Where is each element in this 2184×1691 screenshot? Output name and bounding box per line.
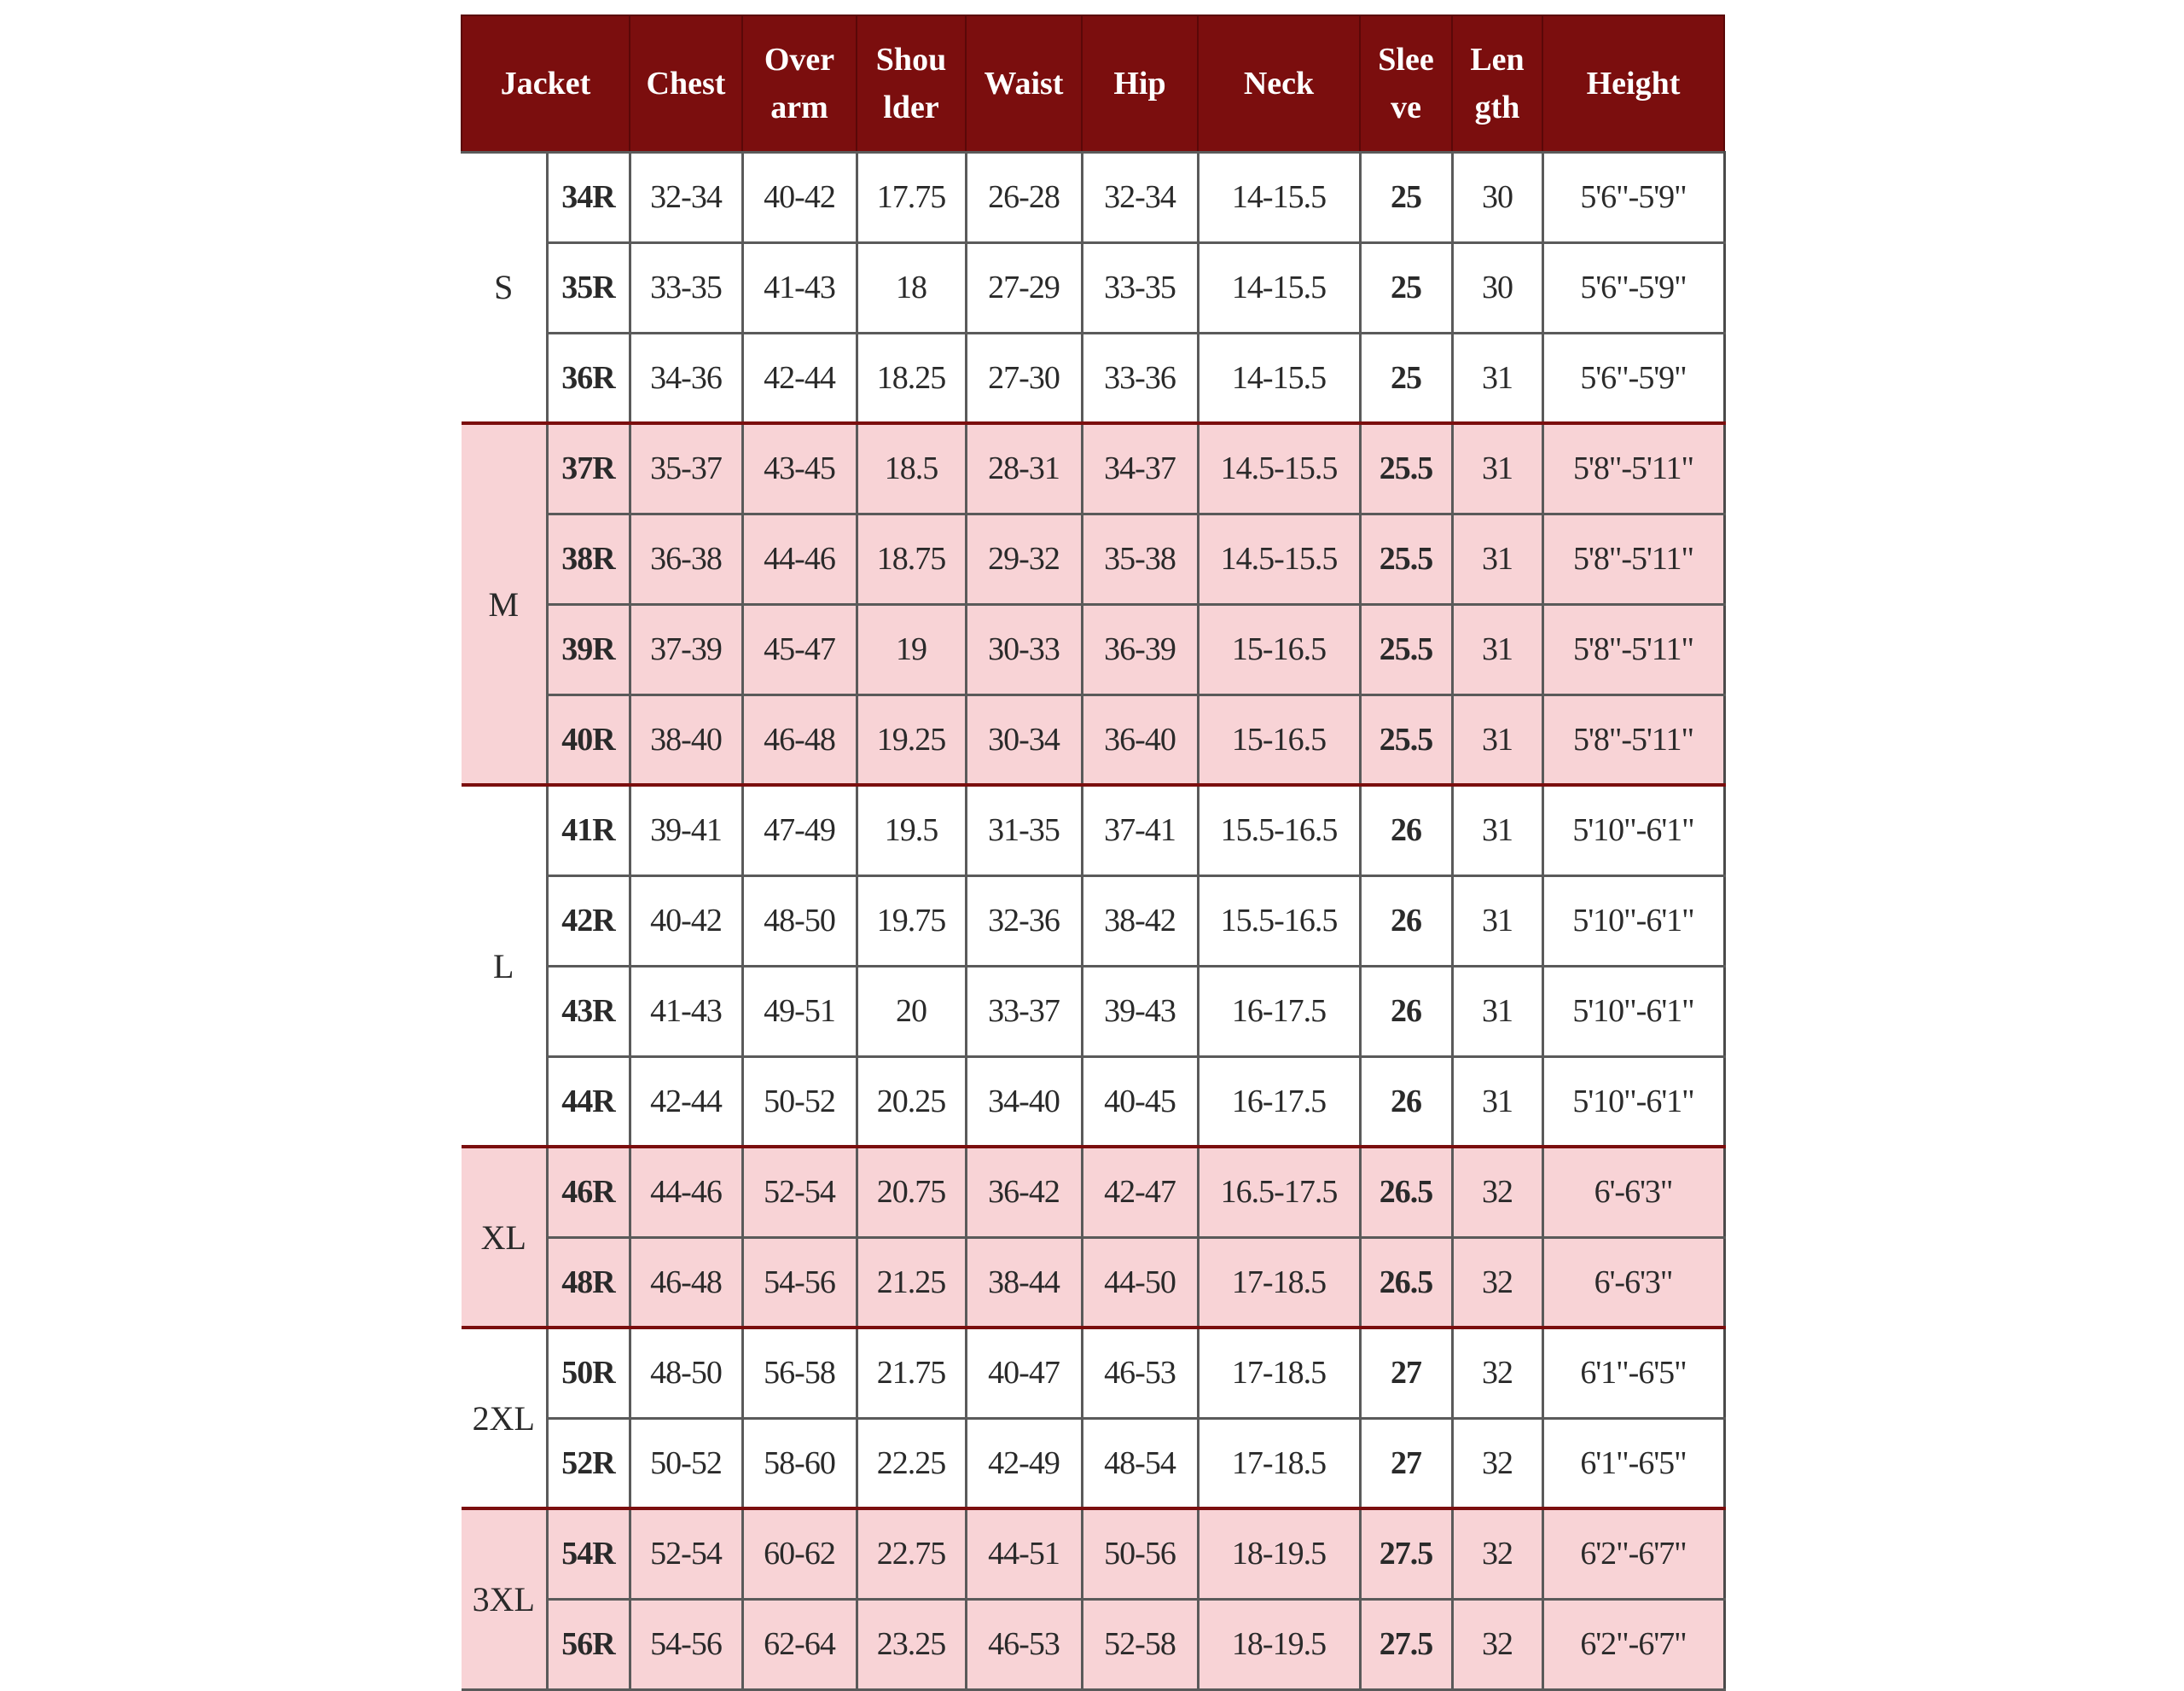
cell-chest: 40-42 <box>630 875 742 966</box>
cell-code: 46R <box>547 1147 630 1237</box>
cell-neck: 14-15.5 <box>1198 152 1360 242</box>
cell-waist: 32-36 <box>966 875 1082 966</box>
header-row <box>462 15 1724 152</box>
cell-code: 40R <box>547 694 630 785</box>
cell-over-arm: 56-58 <box>742 1328 857 1418</box>
cell-hip: 32-34 <box>1082 152 1198 242</box>
cell-hip: 52-58 <box>1082 1599 1198 1689</box>
cell-shoulder: 22.75 <box>857 1508 966 1599</box>
header-label: lder <box>883 89 939 125</box>
cell-neck: 14-15.5 <box>1198 242 1360 333</box>
table-row <box>462 785 1724 875</box>
cell-sleeve: 26.5 <box>1360 1237 1452 1328</box>
cell-neck: 15-16.5 <box>1198 604 1360 694</box>
cell-height: 6'1"-6'5" <box>1542 1418 1724 1508</box>
table-row <box>462 1147 1724 1237</box>
cell-chest: 39-41 <box>630 785 742 875</box>
cell-height: 6'1"-6'5" <box>1542 1328 1724 1418</box>
cell-length: 32 <box>1452 1599 1542 1689</box>
cell-over-arm: 58-60 <box>742 1418 857 1508</box>
header-label: Shou <box>875 41 947 78</box>
table-row <box>462 875 1724 966</box>
header-height <box>1542 15 1724 152</box>
cell-over-arm: 48-50 <box>742 875 857 966</box>
cell-neck: 17-18.5 <box>1198 1328 1360 1418</box>
cell-over-arm: 42-44 <box>742 333 857 423</box>
table-row <box>462 1237 1724 1328</box>
cell-shoulder: 21.25 <box>857 1237 966 1328</box>
cell-height: 5'10"-6'1" <box>1542 966 1724 1056</box>
cell-length: 32 <box>1452 1237 1542 1328</box>
cell-sleeve: 25.5 <box>1360 423 1452 514</box>
cell-waist: 29-32 <box>966 514 1082 604</box>
table-row <box>462 1328 1724 1418</box>
cell-shoulder: 18.75 <box>857 514 966 604</box>
cell-waist: 46-53 <box>966 1599 1082 1689</box>
cell-sleeve: 25 <box>1360 242 1452 333</box>
cell-chest: 54-56 <box>630 1599 742 1689</box>
cell-length: 30 <box>1452 242 1542 333</box>
cell-waist: 33-37 <box>966 966 1082 1056</box>
cell-sleeve: 25 <box>1360 333 1452 423</box>
header-label: Neck <box>1243 65 1315 102</box>
cell-neck: 15.5-16.5 <box>1198 875 1360 966</box>
cell-over-arm: 43-45 <box>742 423 857 514</box>
cell-height: 6'-6'3" <box>1542 1147 1724 1237</box>
cell-waist: 27-29 <box>966 242 1082 333</box>
table-row <box>462 1056 1724 1147</box>
size-group-label: L <box>462 785 547 1147</box>
cell-over-arm: 49-51 <box>742 966 857 1056</box>
cell-code: 50R <box>547 1328 630 1418</box>
size-group-label: XL <box>462 1147 547 1328</box>
cell-sleeve: 27.5 <box>1360 1599 1452 1689</box>
cell-sleeve: 26 <box>1360 966 1452 1056</box>
table-row <box>462 1508 1724 1599</box>
cell-chest: 37-39 <box>630 604 742 694</box>
table-body <box>462 152 1724 1689</box>
cell-shoulder: 22.25 <box>857 1418 966 1508</box>
size-chart-table <box>461 15 1726 1691</box>
cell-hip: 42-47 <box>1082 1147 1198 1237</box>
cell-height: 5'10"-6'1" <box>1542 785 1724 875</box>
cell-length: 31 <box>1452 333 1542 423</box>
header-label: Chest <box>646 65 726 102</box>
cell-neck: 16-17.5 <box>1198 1056 1360 1147</box>
cell-over-arm: 52-54 <box>742 1147 857 1237</box>
cell-code: 38R <box>547 514 630 604</box>
cell-height: 5'6"-5'9" <box>1542 152 1724 242</box>
cell-hip: 39-43 <box>1082 966 1198 1056</box>
table-row <box>462 966 1724 1056</box>
cell-length: 31 <box>1452 423 1542 514</box>
cell-height: 5'10"-6'1" <box>1542 1056 1724 1147</box>
cell-length: 32 <box>1452 1418 1542 1508</box>
header-over-arm <box>742 15 857 152</box>
cell-length: 31 <box>1452 514 1542 604</box>
cell-neck: 16.5-17.5 <box>1198 1147 1360 1237</box>
cell-height: 6'2"-6'7" <box>1542 1599 1724 1689</box>
cell-sleeve: 25.5 <box>1360 694 1452 785</box>
cell-chest: 34-36 <box>630 333 742 423</box>
cell-sleeve: 26 <box>1360 875 1452 966</box>
header-label: gth <box>1474 89 1520 125</box>
cell-shoulder: 18.5 <box>857 423 966 514</box>
cell-waist: 31-35 <box>966 785 1082 875</box>
cell-shoulder: 18 <box>857 242 966 333</box>
cell-sleeve: 25 <box>1360 152 1452 242</box>
cell-sleeve: 26.5 <box>1360 1147 1452 1237</box>
cell-hip: 37-41 <box>1082 785 1198 875</box>
cell-length: 32 <box>1452 1147 1542 1237</box>
header-hip <box>1082 15 1198 152</box>
cell-neck: 17-18.5 <box>1198 1418 1360 1508</box>
cell-height: 5'10"-6'1" <box>1542 875 1724 966</box>
header-label: Over <box>764 41 835 78</box>
cell-code: 36R <box>547 333 630 423</box>
cell-neck: 18-19.5 <box>1198 1599 1360 1689</box>
header-label: Jacket <box>500 65 591 102</box>
header-label: arm <box>770 89 828 125</box>
cell-code: 34R <box>547 152 630 242</box>
cell-over-arm: 40-42 <box>742 152 857 242</box>
table-row <box>462 514 1724 604</box>
cell-hip: 38-42 <box>1082 875 1198 966</box>
cell-shoulder: 19.25 <box>857 694 966 785</box>
cell-sleeve: 26 <box>1360 1056 1452 1147</box>
cell-chest: 35-37 <box>630 423 742 514</box>
cell-hip: 50-56 <box>1082 1508 1198 1599</box>
cell-length: 31 <box>1452 966 1542 1056</box>
cell-hip: 33-35 <box>1082 242 1198 333</box>
cell-code: 41R <box>547 785 630 875</box>
cell-waist: 28-31 <box>966 423 1082 514</box>
cell-over-arm: 45-47 <box>742 604 857 694</box>
cell-code: 42R <box>547 875 630 966</box>
cell-waist: 34-40 <box>966 1056 1082 1147</box>
header-chest <box>630 15 742 152</box>
cell-sleeve: 25.5 <box>1360 604 1452 694</box>
cell-over-arm: 46-48 <box>742 694 857 785</box>
table-row <box>462 423 1724 514</box>
table-row <box>462 152 1724 242</box>
cell-chest: 32-34 <box>630 152 742 242</box>
cell-shoulder: 17.75 <box>857 152 966 242</box>
cell-over-arm: 62-64 <box>742 1599 857 1689</box>
cell-over-arm: 60-62 <box>742 1508 857 1599</box>
cell-shoulder: 19.75 <box>857 875 966 966</box>
cell-code: 52R <box>547 1418 630 1508</box>
cell-neck: 17-18.5 <box>1198 1237 1360 1328</box>
cell-shoulder: 19.5 <box>857 785 966 875</box>
cell-hip: 40-45 <box>1082 1056 1198 1147</box>
cell-chest: 48-50 <box>630 1328 742 1418</box>
cell-over-arm: 44-46 <box>742 514 857 604</box>
header-label: ve <box>1391 89 1421 125</box>
cell-code: 37R <box>547 423 630 514</box>
cell-code: 39R <box>547 604 630 694</box>
cell-height: 5'8"-5'11" <box>1542 514 1724 604</box>
cell-length: 30 <box>1452 152 1542 242</box>
cell-code: 48R <box>547 1237 630 1328</box>
cell-chest: 42-44 <box>630 1056 742 1147</box>
header-sleeve <box>1360 15 1452 152</box>
cell-code: 35R <box>547 242 630 333</box>
header-label: Len <box>1470 41 1525 78</box>
cell-length: 32 <box>1452 1328 1542 1418</box>
table-row <box>462 242 1724 333</box>
cell-shoulder: 21.75 <box>857 1328 966 1418</box>
table-row <box>462 1599 1724 1689</box>
cell-hip: 36-40 <box>1082 694 1198 785</box>
cell-hip: 35-38 <box>1082 514 1198 604</box>
cell-neck: 18-19.5 <box>1198 1508 1360 1599</box>
cell-height: 5'8"-5'11" <box>1542 604 1724 694</box>
cell-length: 31 <box>1452 1056 1542 1147</box>
cell-shoulder: 19 <box>857 604 966 694</box>
table-header <box>462 15 1724 152</box>
cell-hip: 34-37 <box>1082 423 1198 514</box>
cell-hip: 33-36 <box>1082 333 1198 423</box>
cell-sleeve: 25.5 <box>1360 514 1452 604</box>
cell-length: 32 <box>1452 1508 1542 1599</box>
cell-waist: 40-47 <box>966 1328 1082 1418</box>
cell-height: 6'-6'3" <box>1542 1237 1724 1328</box>
cell-chest: 33-35 <box>630 242 742 333</box>
size-group-label: 2XL <box>462 1328 547 1508</box>
cell-chest: 36-38 <box>630 514 742 604</box>
cell-shoulder: 18.25 <box>857 333 966 423</box>
header-label: Hip <box>1113 65 1166 102</box>
header-shoulder <box>857 15 966 152</box>
cell-neck: 15.5-16.5 <box>1198 785 1360 875</box>
cell-height: 5'6"-5'9" <box>1542 242 1724 333</box>
cell-code: 56R <box>547 1599 630 1689</box>
cell-shoulder: 23.25 <box>857 1599 966 1689</box>
cell-waist: 27-30 <box>966 333 1082 423</box>
size-group-label: 3XL <box>462 1508 547 1689</box>
cell-shoulder: 20 <box>857 966 966 1056</box>
cell-waist: 36-42 <box>966 1147 1082 1237</box>
cell-chest: 44-46 <box>630 1147 742 1237</box>
cell-code: 54R <box>547 1508 630 1599</box>
header-label: Waist <box>984 65 1064 102</box>
size-group-label: M <box>462 423 547 785</box>
cell-neck: 14.5-15.5 <box>1198 514 1360 604</box>
cell-over-arm: 47-49 <box>742 785 857 875</box>
cell-shoulder: 20.75 <box>857 1147 966 1237</box>
cell-waist: 30-33 <box>966 604 1082 694</box>
header-length <box>1452 15 1542 152</box>
cell-length: 31 <box>1452 875 1542 966</box>
cell-height: 5'8"-5'11" <box>1542 423 1724 514</box>
cell-chest: 50-52 <box>630 1418 742 1508</box>
cell-code: 44R <box>547 1056 630 1147</box>
cell-hip: 48-54 <box>1082 1418 1198 1508</box>
cell-chest: 52-54 <box>630 1508 742 1599</box>
cell-chest: 46-48 <box>630 1237 742 1328</box>
header-waist <box>966 15 1082 152</box>
size-group-label: S <box>462 152 547 423</box>
cell-hip: 36-39 <box>1082 604 1198 694</box>
cell-code: 43R <box>547 966 630 1056</box>
cell-hip: 46-53 <box>1082 1328 1198 1418</box>
cell-waist: 44-51 <box>966 1508 1082 1599</box>
cell-sleeve: 27 <box>1360 1328 1452 1418</box>
cell-height: 5'8"-5'11" <box>1542 694 1724 785</box>
cell-waist: 38-44 <box>966 1237 1082 1328</box>
cell-height: 6'2"-6'7" <box>1542 1508 1724 1599</box>
cell-waist: 42-49 <box>966 1418 1082 1508</box>
cell-chest: 38-40 <box>630 694 742 785</box>
table-row <box>462 694 1724 785</box>
table-row <box>462 604 1724 694</box>
cell-height: 5'6"-5'9" <box>1542 333 1724 423</box>
table-row <box>462 1418 1724 1508</box>
cell-sleeve: 27 <box>1360 1418 1452 1508</box>
header-label: Height <box>1586 65 1681 102</box>
cell-neck: 15-16.5 <box>1198 694 1360 785</box>
cell-sleeve: 26 <box>1360 785 1452 875</box>
cell-waist: 30-34 <box>966 694 1082 785</box>
cell-neck: 16-17.5 <box>1198 966 1360 1056</box>
cell-hip: 44-50 <box>1082 1237 1198 1328</box>
cell-over-arm: 54-56 <box>742 1237 857 1328</box>
cell-over-arm: 41-43 <box>742 242 857 333</box>
header-jacket <box>462 15 630 152</box>
cell-sleeve: 27.5 <box>1360 1508 1452 1599</box>
header-neck <box>1198 15 1360 152</box>
cell-chest: 41-43 <box>630 966 742 1056</box>
cell-neck: 14.5-15.5 <box>1198 423 1360 514</box>
cell-length: 31 <box>1452 694 1542 785</box>
cell-length: 31 <box>1452 785 1542 875</box>
header-label: Slee <box>1378 41 1434 78</box>
cell-over-arm: 50-52 <box>742 1056 857 1147</box>
table-row <box>462 333 1724 423</box>
cell-neck: 14-15.5 <box>1198 333 1360 423</box>
cell-waist: 26-28 <box>966 152 1082 242</box>
cell-shoulder: 20.25 <box>857 1056 966 1147</box>
cell-length: 31 <box>1452 604 1542 694</box>
